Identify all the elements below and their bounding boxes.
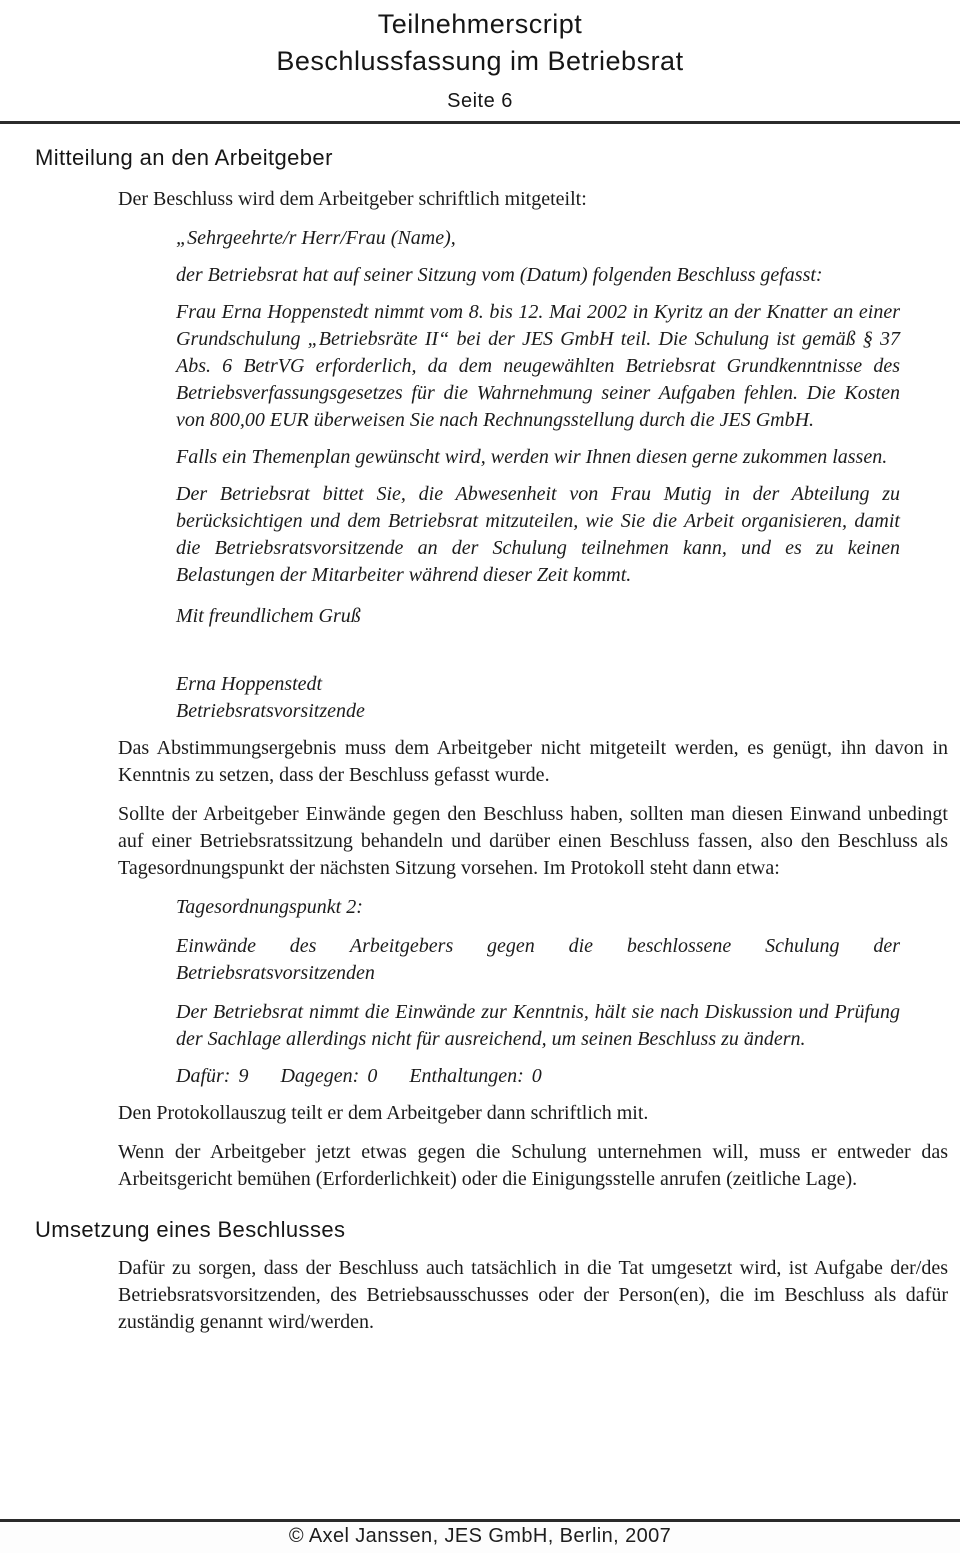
vote-against-label: Dagegen:: [280, 1065, 360, 1087]
vote-for-label: Dafür:: [176, 1065, 231, 1087]
protocol-agenda-title: Einwände des Arbeitgebers gegen die beschlossene Schulung der Betriebsratsvorsitzenden: [176, 935, 900, 984]
signature-block: [176, 671, 900, 725]
signature-role: Betriebsratsvorsitzende: [176, 700, 365, 722]
protocol-agenda-body: Der Betriebsrat nimmt die Einwände zur Kenntnis, hält sie nach Diskussion und Prüfung der Sachlage allerdings nicht für ausreichend, um seinen Beschluss zu ändern.: [176, 1001, 900, 1050]
letter-body-1: Frau Erna Hoppenstedt nimmt vom 8. bis 12. Mai 2002 in Kyritz an der Knatter an einer Grundschulung „Betriebsräte II“ bei der JES GmbH teil. Die Schulung ist gemäß § 37 Abs. 6 BetrVG erforderlich, da dem neugewählten Betriebsrat Grundkenntnisse des Betriebsverfassungsgesetzes für die Wahrnehmung seiner Aufgaben fehlen. Die Kosten von 800,00 EUR überweisen Sie nach Rechnungsstellung durch die JES GmbH.: [176, 301, 900, 431]
letter-body-3: Der Betriebsrat bittet Sie, die Abwesenheit von Frau Mutig in der Abteilung zu berücksichtigen und dem Betriebsrat mitzuteilen, wie Sie die Arbeit organisieren, damit die Betriebsratsvorsitzende an der Schulung teilnehmen kann, und es zu keinen Belastungen der Mitarbeiter während dieser Zeit kommt.: [176, 483, 900, 586]
vote-against: [280, 1065, 377, 1087]
vote-abstain-value: 0: [531, 1065, 542, 1087]
document-footer: [0, 1519, 960, 1553]
vote-for: [176, 1065, 248, 1087]
protocol-agenda-label: Tagesordnungspunkt 2:: [176, 896, 363, 918]
note-protokollauszug: Den Protokollauszug teilt er dem Arbeitgeber dann schriftlich mit.: [118, 1102, 649, 1124]
vote-for-value: 9: [238, 1065, 249, 1087]
section-heading-umsetzung: Umsetzung eines Beschlusses: [35, 1217, 346, 1242]
signature-name: Erna Hoppenstedt: [176, 673, 323, 695]
vote-results-line: [176, 1063, 900, 1090]
note-arbeitsgericht: Wenn der Arbeitgeber jetzt etwas gegen die Schulung unternehmen will, muss er entweder das Arbeitsgericht bemühen (Erforderlichkeit) oder die Einigungsstelle anrufen (zeitliche Lage).: [118, 1141, 948, 1190]
note-einwaende: Sollte der Arbeitgeber Einwände gegen den Beschluss haben, sollten man diesen Einwand unbedingt auf einer Betriebsratssitzung behandeln und darüber einen Beschluss fassen, also den Beschluss als Tagesordnungspunkt der nächsten Sitzung vorsehen. Im Protokoll steht dann etwa:: [118, 803, 948, 879]
umsetzung-body: Dafür zu sorgen, dass der Beschluss auch tatsächlich in die Tat umgesetzt wird, ist Aufgabe der/des Betriebsratsvorsitzenden, des Betriebsausschusses oder der Person(en), die im Beschluss als dafür zuständig genannt wird/werden.: [118, 1257, 948, 1333]
section-heading-mitteilung: Mitteilung an den Arbeitgeber: [35, 145, 333, 170]
document-title-line-1: Teilnehmerscript: [377, 9, 583, 39]
intro-paragraph: Der Beschluss wird dem Arbeitgeber schriftlich mitgeteilt:: [118, 188, 587, 210]
copyright-text: © Axel Janssen, JES GmbH, Berlin, 2007: [288, 1525, 672, 1547]
note-abstimmungsergebnis: Das Abstimmungsergebnis muss dem Arbeitgeber nicht mitgeteilt werden, es genügt, ihn davon in Kenntnis zu setzen, dass der Beschluss gefasst wurde.: [118, 737, 948, 786]
document-header: [0, 0, 960, 124]
letter-opening: der Betriebsrat hat auf seiner Sitzung vom (Datum) folgenden Beschluss gefasst:: [176, 264, 823, 286]
letter-salutation: „Sehrgeehrte/r Herr/Frau (Name),: [176, 227, 456, 249]
letter-body-2: Falls ein Themenplan gewünscht wird, werden wir Ihnen diesen gerne zukommen lassen.: [176, 446, 888, 468]
vote-abstain-label: Enthaltungen:: [409, 1065, 524, 1087]
page-number-label: Seite 6: [447, 90, 513, 112]
vote-abstain: [409, 1065, 541, 1087]
document-title-line-2: Beschlussfassung im Betriebsrat: [276, 46, 684, 76]
vote-against-value: 0: [367, 1065, 378, 1087]
letter-closing: Mit freundlichem Gruß: [176, 605, 361, 627]
